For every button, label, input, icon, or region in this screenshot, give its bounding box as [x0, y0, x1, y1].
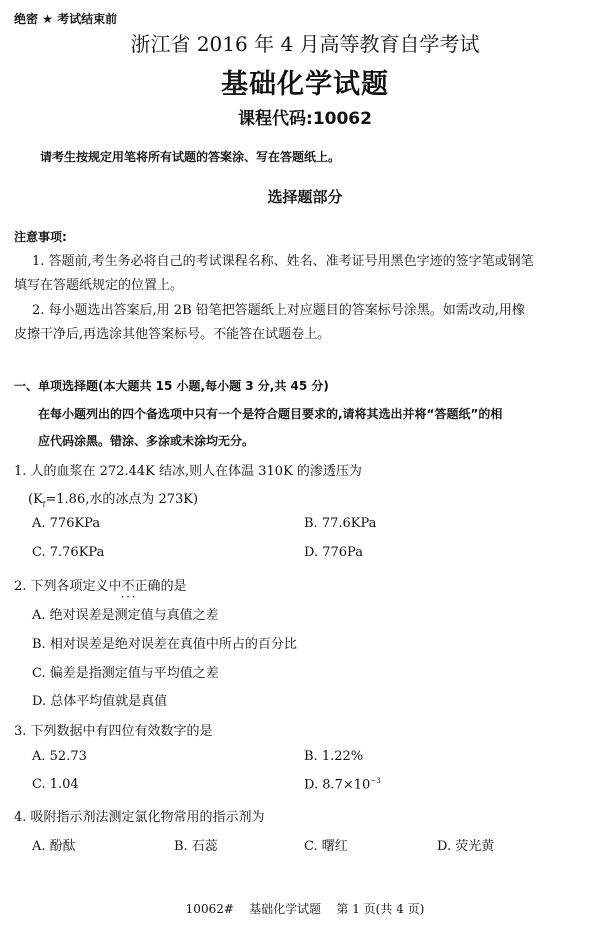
- q3-stem: 3. 下列数据中有四位有效数字的是: [14, 724, 213, 739]
- part1-desc-line-1: 在每小题列出的四个备选项中只有一个是符合题目要求的,请将其选出并将“答题纸”的相: [38, 407, 503, 421]
- notes-title: 注意事项:: [14, 230, 67, 244]
- part1-title: 一、单项选择题(本大题共 15 小题,每小题 3 分,共 45 分): [14, 379, 329, 393]
- q1-option-d: D. 776Pa: [304, 545, 363, 560]
- q1-condition-part-b: =1.86,水的冰点为 273K): [45, 492, 199, 507]
- answer-instruction: 请考生按规定用笔将所有试题的答案涂、写在答题纸上。: [40, 150, 341, 164]
- q3-option-d: [304, 777, 381, 792]
- q2-option-c: C. 偏差是指测定值与平均值之差: [32, 666, 219, 681]
- q1-condition-subscript: f: [42, 500, 46, 509]
- q1-option-b: B. 77.6KPa: [304, 516, 377, 531]
- q3-option-c: C. 1.04: [32, 777, 79, 792]
- confidential-mark: 绝密 ★ 考试结束前: [14, 12, 118, 26]
- q1-option-a: A. 776KPa: [32, 516, 101, 531]
- part1-desc-line-2: 应代码涂黑。错涂、多涂或未涂均无分。: [38, 434, 255, 448]
- q2-stem-part-b: 的是: [160, 579, 187, 594]
- note-2-line-1: 2. 每小题选出答案后,用 2B 铅笔把答题纸上对应题目的答案标号涂黑。如需改动,用橡: [32, 303, 525, 318]
- page-footer: 10062# 基础化学试题 第 1 页(共 4 页): [185, 902, 425, 916]
- course-code: 课程代码:10062: [238, 109, 372, 129]
- q3-option-d-exponent: −3: [370, 777, 381, 785]
- q1-option-c: C. 7.76KPa: [32, 545, 105, 560]
- q4-option-c: C. 曙红: [304, 839, 348, 854]
- q3-option-b: B. 1.22%: [304, 749, 364, 764]
- q4-stem: 4. 吸附指示剂法测定氯化物常用的指示剂为: [14, 810, 265, 825]
- note-2-line-2: 皮擦干净后,再选涂其他答案标号。不能答在试题卷上。: [14, 327, 331, 342]
- q2-option-a: A. 绝对误差是测定值与真值之差: [32, 608, 219, 623]
- q2-stem: [14, 575, 187, 594]
- q4-option-b: B. 石蕊: [174, 839, 218, 854]
- q3-option-d-base: D. 8.7×10: [304, 777, 371, 793]
- exam-title: 浙江省 2016 年 4 月高等教育自学考试: [130, 32, 480, 56]
- q1-stem: 1. 人的血浆在 272.44K 结冰,则人在体温 310K 的渗透压为: [14, 464, 362, 479]
- q3-option-a: A. 52.73: [32, 749, 87, 764]
- q4-option-a: A. 酚酞: [32, 839, 76, 854]
- q2-option-d: D. 总体平均值就是真值: [32, 694, 168, 709]
- q2-option-b: B. 相对误差是绝对误差在真值中所占的百分比: [32, 637, 297, 652]
- q1-condition: [28, 488, 198, 509]
- subject-title: 基础化学试题: [221, 69, 389, 100]
- note-1-line-1: 1. 答题前,考生务必将自己的考试课程名称、姓名、准考证号用黑色字迹的签字笔或钢笔: [32, 254, 534, 269]
- q1-condition-part-a: (K: [28, 492, 43, 507]
- note-1-line-2: 填写在答题纸规定的位置上。: [14, 278, 184, 293]
- q2-stem-emphasis: 不正确 · · ·: [122, 579, 161, 594]
- q2-stem-part-a: 2. 下列各项定义中: [14, 579, 122, 594]
- section-heading: 选择题部分: [267, 188, 343, 206]
- q4-option-d: D. 荧光黄: [437, 839, 495, 854]
